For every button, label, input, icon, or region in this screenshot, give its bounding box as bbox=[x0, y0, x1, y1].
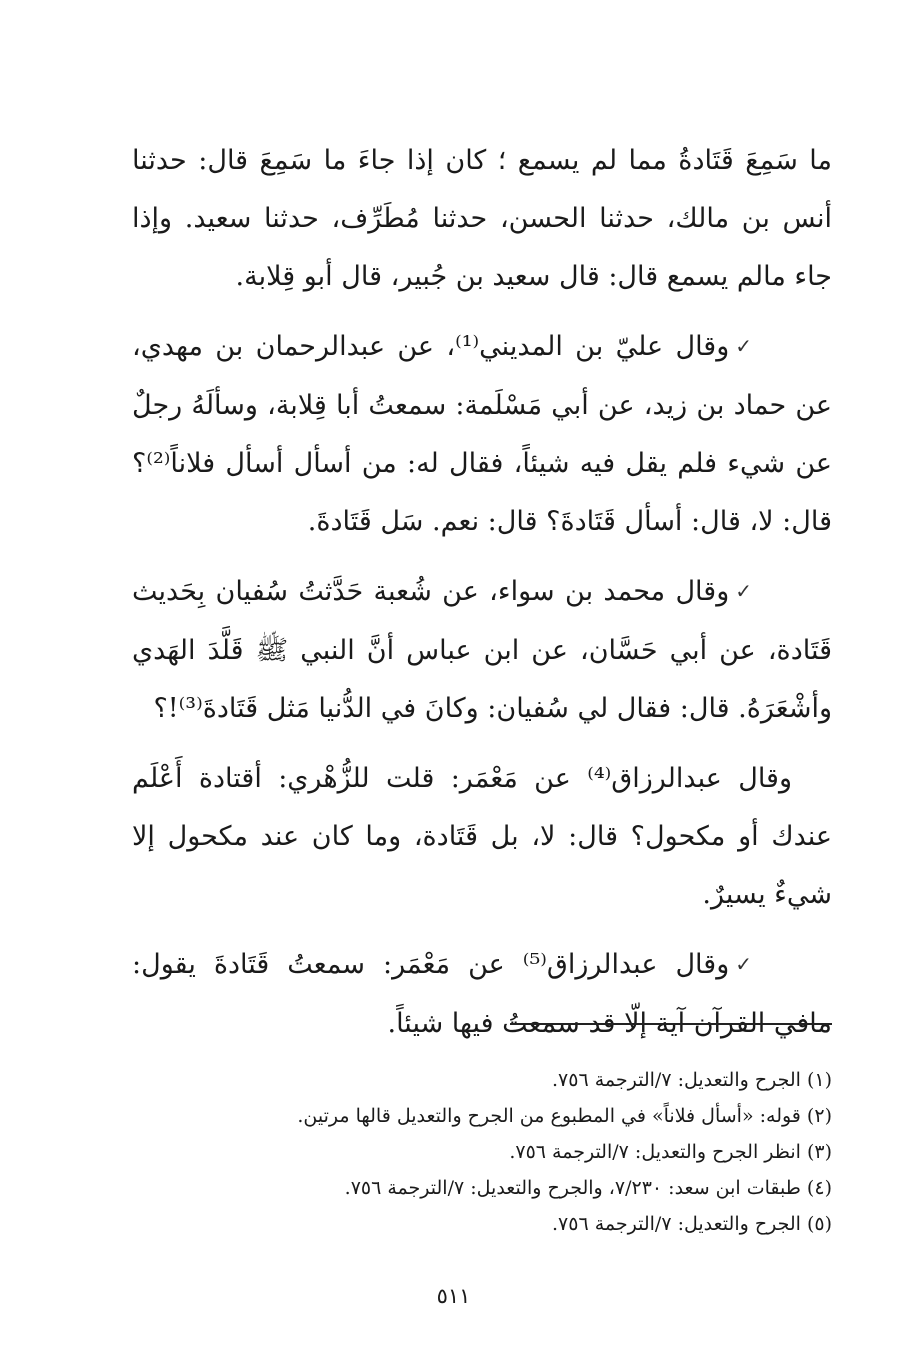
paragraph-4 bbox=[132, 750, 832, 924]
paragraph-2 bbox=[132, 318, 832, 551]
footnote-2: (٢) قوله: «أسأل فلاناً» في المطبوع من الجرح والتعديل قالها مرتين. bbox=[297, 1105, 832, 1127]
paragraph-1-text: ما سَمِعَ قَتَادةُ مما لم يسمع ؛ كان إذا جاءَ ما سَمِعَ قال: حدثنا أنس بن مالك، حدثنا الحسن، حدثنا مُطَرِّف، حدثنا سعيد. وإذا جاء مالم يسمع قال: قال سعيد بن جُبير، قال أبو قِلابة. bbox=[132, 145, 832, 292]
margin-check-mark-icon: ✓ bbox=[735, 952, 752, 976]
margin-check-mark-icon: ✓ bbox=[735, 579, 752, 603]
footnote-1: (١) الجرح والتعديل: ٧/الترجمة ٧٥٦. bbox=[552, 1069, 832, 1091]
footnote-5: (٥) الجرح والتعديل: ٧/الترجمة ٧٥٦. bbox=[552, 1213, 832, 1235]
main-text bbox=[132, 132, 832, 1065]
paragraph-2-text: وقال عليّ بن المديني⁽¹⁾، عن عبدالرحمان بن مهدي، عن حماد بن زيد، عن أبي مَسْلَمة: سمعتُ أبا قِلابة، وسألَهُ رجلٌ عن شيء فلم يقل فيه شيئاً، فقال له: من أسأل أسأل فلاناً⁽²⁾؟ قال: لا، قال: أسأل قَتَادةَ؟ قال: نعم. سَل قَتَادةَ. bbox=[132, 331, 832, 537]
paragraph-3-text: وقال محمد بن سواء، عن شُعبة حَدَّثتُ سُفيان بِحَديث قَتَادة، عن أبي حَسَّان، عن ابن عباس أنَّ النبي ﷺ قَلَّدَ الهَدي وأشْعَرَهُ. قال: فقال لي سُفيان: وكانَ في الدُّنيا مَثل قَتَادةَ⁽³⁾!؟ bbox=[132, 576, 832, 724]
paragraph-5-text: وقال عبدالرزاق⁽⁵⁾ عن مَعْمَر: سمعتُ قَتَادةَ يقول: مافي القرآن آية إلّا قد سمعتُ فيها شيئاً. bbox=[132, 949, 832, 1039]
footnote-divider bbox=[510, 1023, 832, 1025]
footnotes bbox=[132, 1062, 832, 1242]
paragraph-5 bbox=[132, 936, 832, 1053]
margin-check-mark-icon: ✓ bbox=[735, 334, 753, 358]
page-number: ٥١١ bbox=[436, 1284, 471, 1308]
footnote-4: (٤) طبقات ابن سعد: ٧/٢٣٠، والجرح والتعديل: ٧/الترجمة ٧٥٦. bbox=[344, 1177, 832, 1199]
paragraph-4-text: وقال عبدالرزاق⁽⁴⁾ عن مَعْمَر: قلت للزُّهْري: أقتادة أَعْلَم عندك أو مكحول؟ قال: لا، بل قَتَادة، وما كان عند مكحول إلا شيءٌ يسيرٌ. bbox=[132, 763, 833, 910]
footnote-3: (٣) انظر الجرح والتعديل: ٧/الترجمة ٧٥٦. bbox=[509, 1141, 832, 1163]
paragraph-1 bbox=[132, 132, 832, 306]
paragraph-3 bbox=[132, 563, 832, 738]
